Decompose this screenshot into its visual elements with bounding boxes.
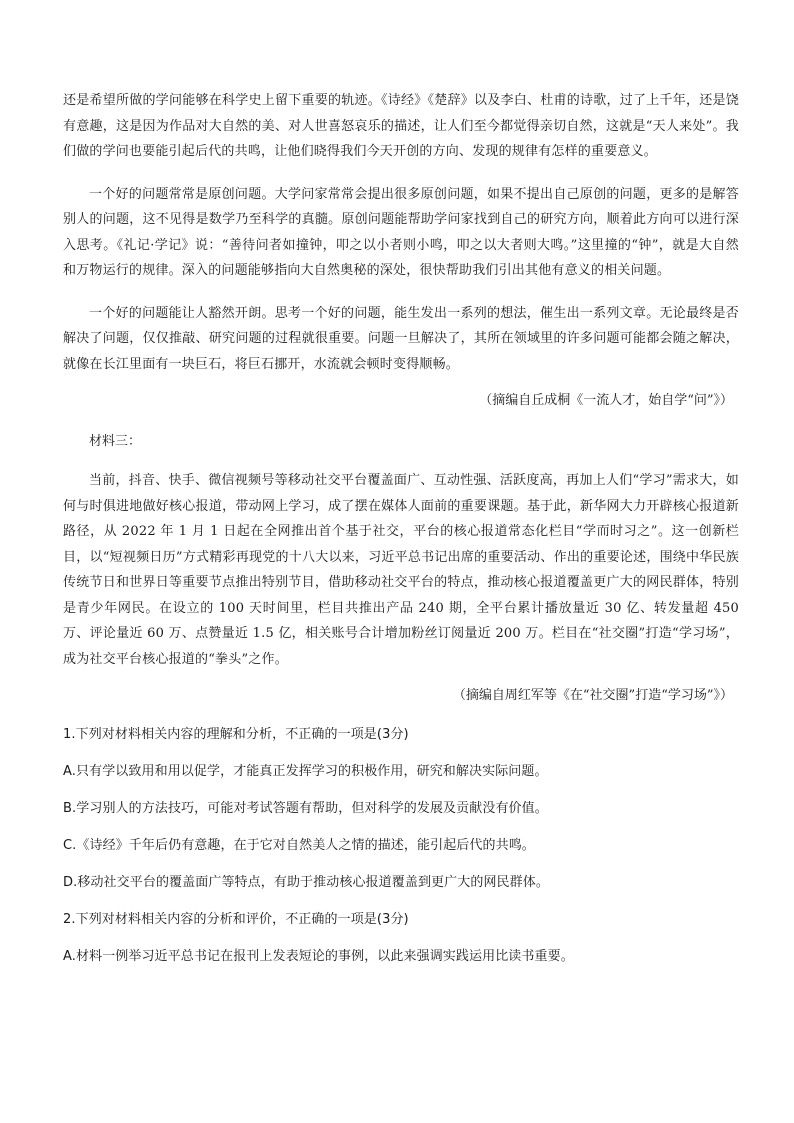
exam-page [63,88,739,968]
material2-paragraph-2: 一个好的问题常常是原创问题。大学问家常常会提出很多原创问题，如果不提出自己原创的问题，更多的是解答别人的问题，这不见得是数学乃至科学的真髓。原创问题能帮助学问家找到自己的研究方向，顺着此方向可以进行深入思考。《礼记·学记》说：“善待问者如撞钟，叩之以小者则小鸣，叩之以大者则大鸣。”这里撞的“钟”，就是大自然和万物运行的规律。深入的问题能够指向大自然奥秘的深处，很快帮助我们引出其他有意义的相关问题。 [63,186,739,278]
material3-source: （摘编自周红军等《在“社交圈”打造“学习场”》） [452,688,733,703]
question-1-option-d: D.移动社交平台的覆盖面广等特点，有助于推动核心报道覆盖到更广大的网民群体。 [63,875,549,890]
question-1-option-c: C.《诗经》千年后仍有意趣，在于它对自然美人之情的描述，能引起后代的共鸣。 [63,838,535,853]
question-1-option-a: A.只有学以致用和用以促学，才能真正发挥学习的积极作用，研究和解决实际问题。 [63,764,548,779]
question-2-option-a: A.材料一例举习近平总书记在报刊上发表短论的事例，以此来强调实践运用比读书重要。 [63,949,574,964]
question-1-title: 1.下列对材料相关内容的理解和分析，不正确的一项是(3分) [63,727,409,742]
material2-source: （摘编自丘成桐《一流人才，始自学“问”》） [479,393,733,408]
material2-paragraph-1: 还是希望所做的学问能够在科学史上留下重要的轨迹。《诗经》《楚辞》以及李白、杜甫的诗歌，过了上千年，还是饶有意趣，这是因为作品对大自然的美、对人世喜怒哀乐的描述，让人们至今都觉得亲切自然，这就是“天人来处”。我们做的学问也要能引起后代的共鸣，让他们晓得我们今天开创的方向、发现的规律有怎样的重要意义。 [63,93,739,159]
material2-paragraph-3: 一个好的问题能让人豁然开朗。思考一个好的问题，能生发出一系列的想法，催生出一系列文章。无论最终是否解决了问题，仅仅推敲、研究问题的过程就很重要。问题一旦解决了，其所在领域里的许多问题可能都会随之解决，就像在长江里面有一块巨石，将巨石挪开，水流就会顿时变得顺畅。 [63,305,739,372]
question-2-title: 2.下列对材料相关内容的分析和评价，不正确的一项是(3分) [63,912,409,927]
material3-paragraph: 当前，抖音、快手、微信视频号等移动社交平台覆盖面广、互动性强、活跃度高，再加上人们“学习”需求大，如何与时俱进地做好核心报道，带动网上学习，成了摆在媒体人面前的重要课题。基于此，新华网大力开辟核心报道新路径，从 2022 年 1 月 1 日起在全网推出首个基于社交，平台的核心报道常态化栏目“学而时习之”。这一创新栏目，以“短视频日历”方式精彩再现党的十八大以来，习近平总书记出席的重要活动、作出的重要论述，围绕中华民族传统节日和世界日等重要节点推出特别节目，借助移动社交平台的特点，推动核心报道覆盖更广大的网民群体，特别是青少年网民。在设立的 100 天时间里，栏目共推出产品 240 期，全平台累计播放量近 30 亿、转发量超 450 万、评论量近 60 万、点赞量近 1.5 亿，相关账号合计增加粉丝订阅量近 200 万。栏目在“社交圈”打造“学习场”，成为社交平台核心报道的“拳头”之作。 [63,473,739,667]
question-1-option-b: B.学习别人的方法技巧，可能对考试答题有帮助，但对科学的发展及贡献没有价值。 [63,801,548,816]
material3-label: 材料三： [89,434,142,449]
